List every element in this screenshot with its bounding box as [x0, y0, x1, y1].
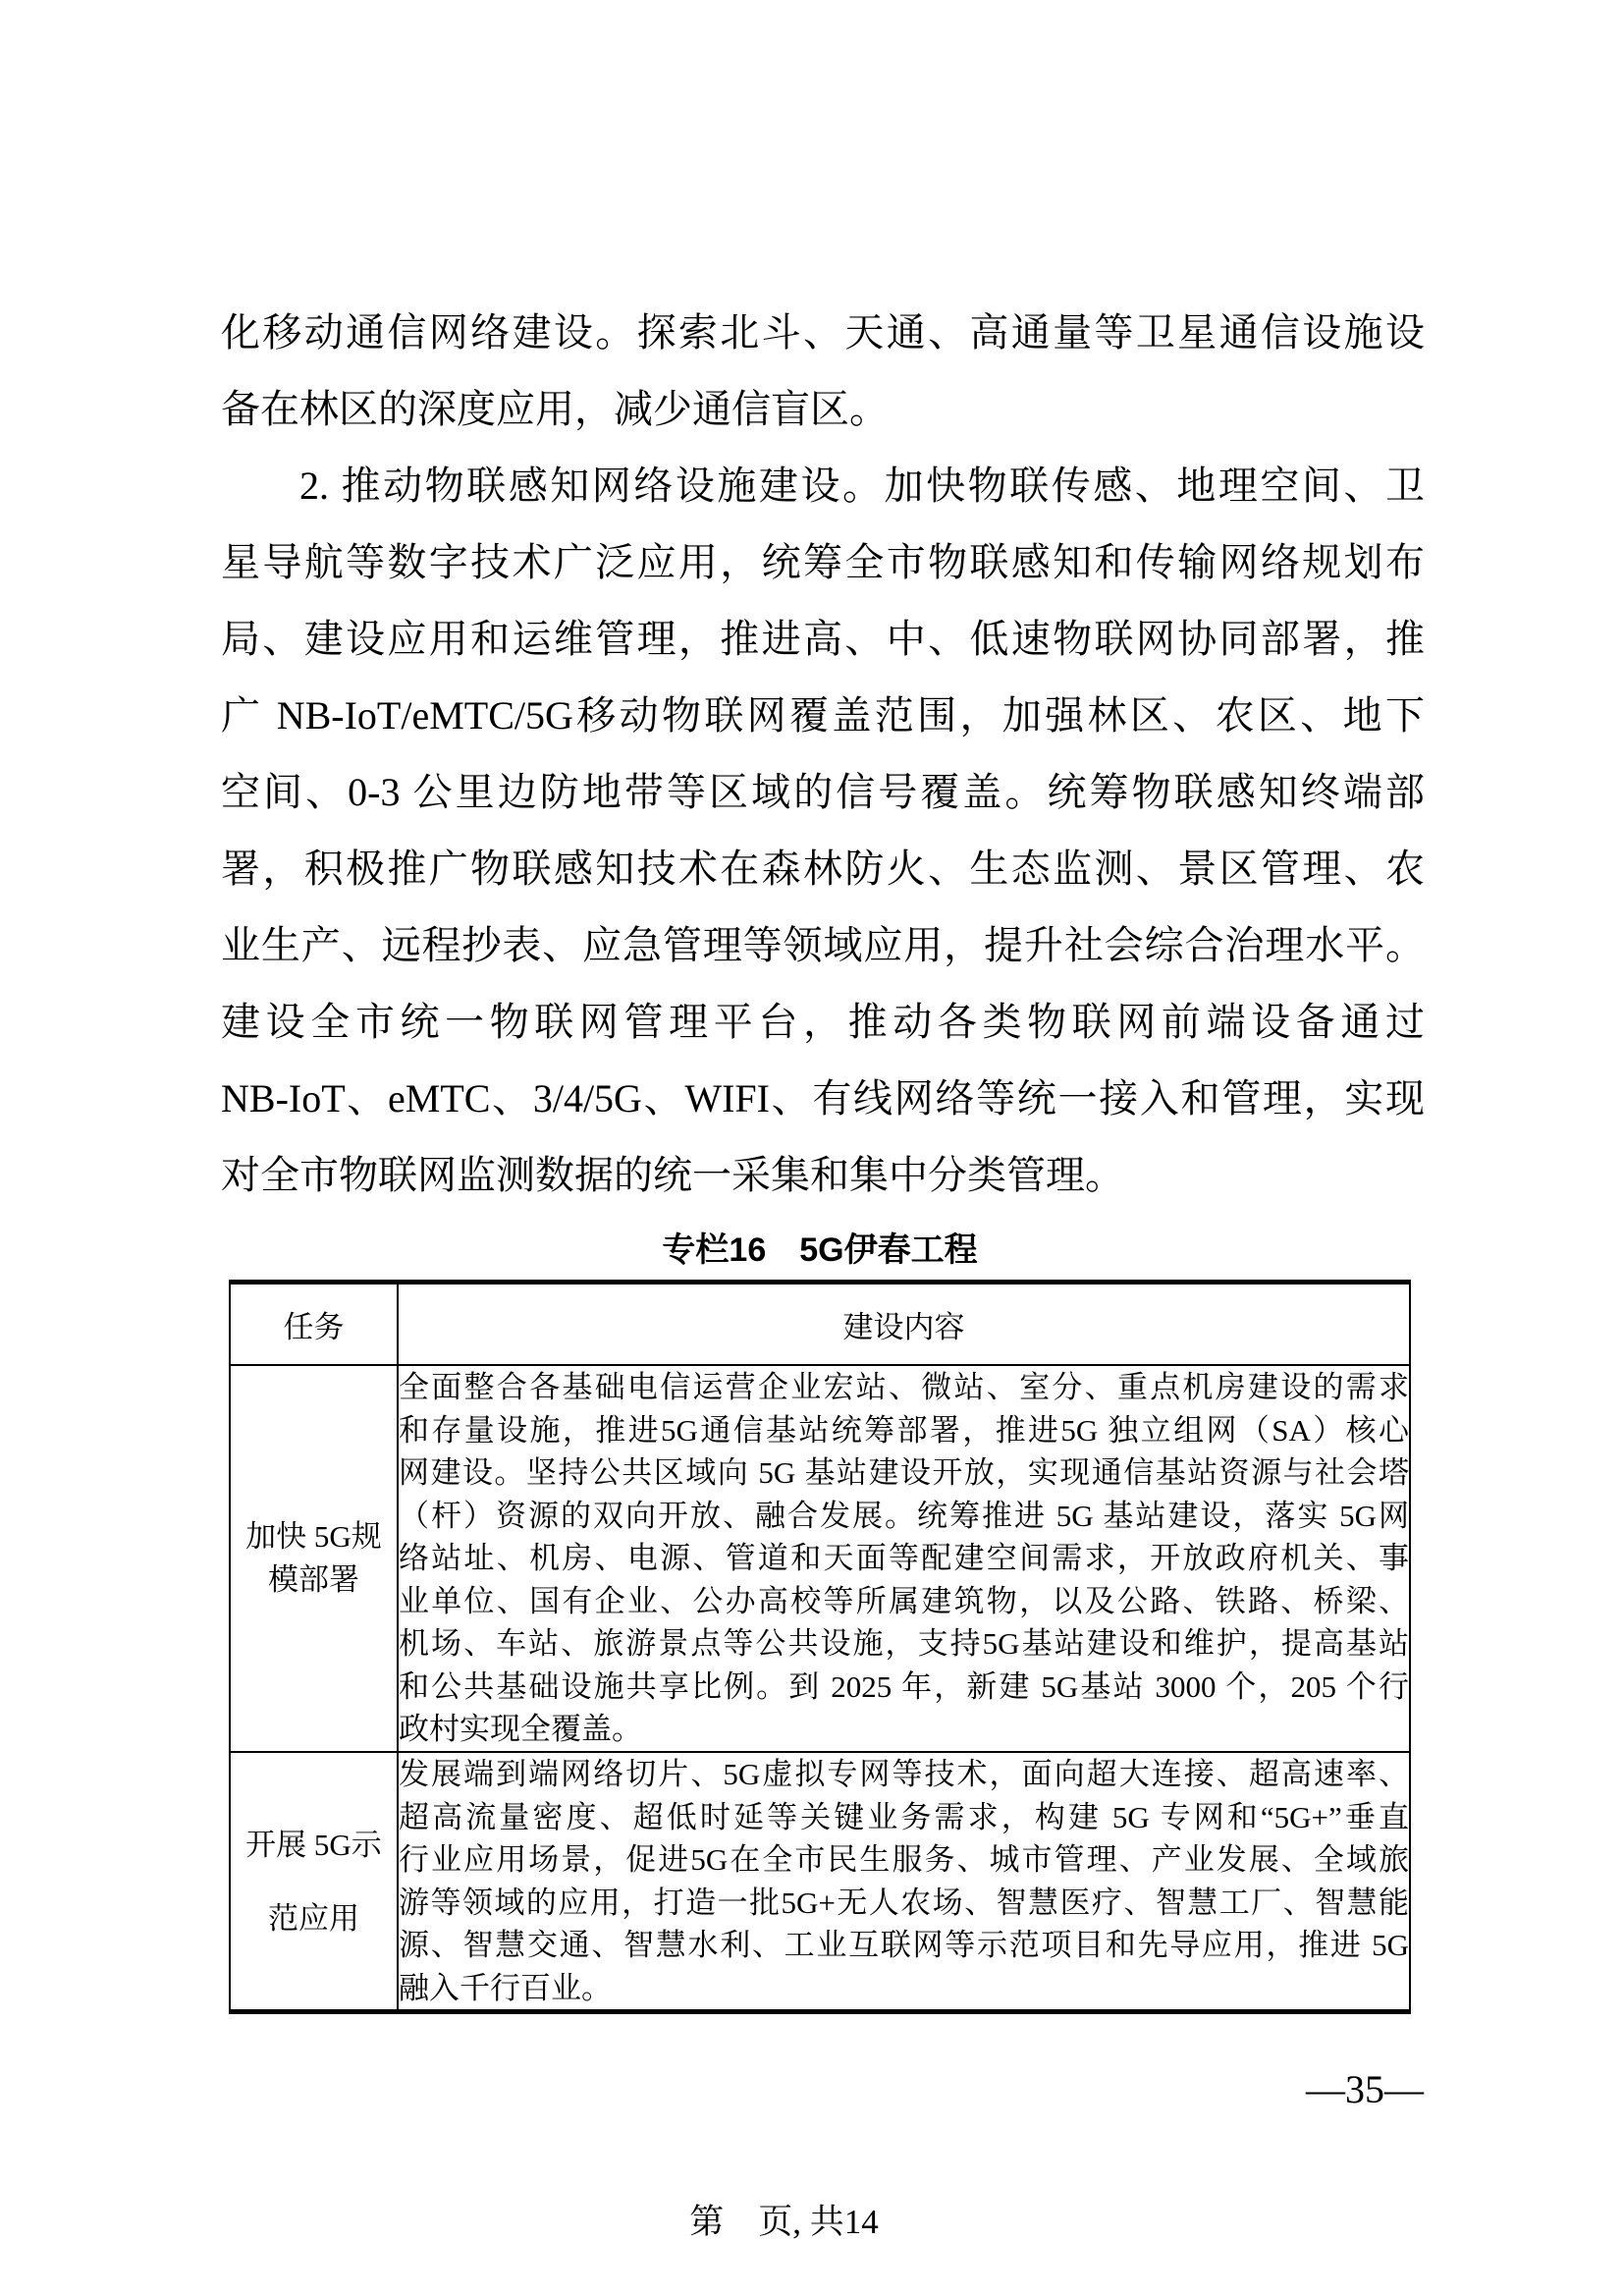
text-line: 广 NB-IoT/eMTC/5G移动物联网覆盖范围，加强林区、农区、地下 [221, 693, 1425, 738]
text-line: 对全市物联网监测数据的统一采集和集中分类管理。 [221, 1153, 1124, 1197]
text-line: 局、建设应用和运维管理，推进高、中、低速物联网协同部署，推 [221, 617, 1425, 661]
page-number: —35— [1306, 2067, 1424, 2111]
content-line: 源、智慧交通、智慧水利、工业互联网等示范项目和先导应用，推进 5G [399, 1928, 1409, 1962]
text-line: 2. 推动物联感知网络设施建设。加快物联传感、地理空间、卫 [299, 464, 1425, 508]
content-line: 超高流量密度、超低时延等关键业务需求，构建 5G 专网和“5G+”垂直 [399, 1799, 1409, 1834]
content-cell [398, 1752, 1410, 2012]
content-line: 和公共基础设施共享比例。到 2025 年，新建 5G基站 3000 个，205 个行 [399, 1668, 1409, 1704]
paragraph [221, 448, 1425, 1214]
content-line: 游等领域的应用，打造一批5G+无人农场、智慧医疗、智慧工厂、智慧能 [399, 1885, 1409, 1920]
table-row [230, 1752, 1410, 2012]
content-line: 和存量设施，推进5G通信基站统筹部署，推进5G 独立组网（SA）核心 [399, 1412, 1409, 1448]
content-line: 络站址、机房、电源、管道和天面等配建空间需求，开放政府机关、事 [399, 1541, 1409, 1575]
box-title: 专栏16 5G伊春工程 [662, 1231, 978, 1269]
content-line: 机场、车站、旅游景点等公共设施，支持5G基站建设和维护，提高基站 [399, 1626, 1409, 1661]
task-cell [230, 1365, 398, 1752]
body-text [221, 295, 1425, 1214]
task-label: 开展 5G示 [245, 1827, 382, 1862]
col-header-content: 建设内容 [398, 1283, 1410, 1366]
task-cell [230, 1752, 398, 2012]
task-label: 模部署 [268, 1562, 359, 1597]
paragraph [221, 295, 1425, 448]
footer-page-note: 第 页, 共14 [689, 2203, 879, 2241]
content-line: 网建设。坚持公共区域向 5G 基站建设开放，实现通信基站资源与社会塔 [399, 1455, 1409, 1490]
table-header-row [230, 1283, 1410, 1366]
text-line: 业生产、远程抄表、应急管理等领域应用，提升社会综合治理水平。 [221, 923, 1425, 967]
content-line: 发展端到端网络切片、5G虚拟专网等技术，面向超大连接、超高速率、 [399, 1757, 1409, 1791]
content-line: （杆）资源的双向开放、融合发展。统筹推进 5G 基站建设，落实 5G网 [399, 1498, 1409, 1533]
content-line: 业单位、国有企业、公办高校等所属建筑物，以及公路、铁路、桥梁、 [399, 1583, 1409, 1618]
content-cell [398, 1365, 1410, 1752]
col-header-task: 任务 [230, 1283, 398, 1366]
text-line: 星导航等数字技术广泛应用，统筹全市物联感知和传输网络规划布 [221, 540, 1425, 584]
content-line: 融入千行百业。 [399, 1970, 612, 2005]
text-line: NB-IoT、eMTC、3/4/5G、WIFI、有线网络等统一接入和管理，实现 [221, 1076, 1425, 1121]
text-line: 建设全市统一物联网管理平台，推动各类物联网前端设备通过 [221, 1000, 1425, 1044]
table-row [230, 1365, 1410, 1752]
content-line: 行业应用场景，促进5G在全市民生服务、城市管理、产业发展、全域旅 [399, 1842, 1409, 1877]
task-label: 加快 5G规 [245, 1519, 382, 1554]
text-line: 化移动通信网络建设。探索北斗、天通、高通量等卫星通信设施设 [221, 310, 1425, 355]
text-line: 空间、0-3 公里边防地带等区域的信号覆盖。统筹物联感知终端部 [221, 770, 1425, 814]
content-line: 政村实现全覆盖。 [399, 1712, 642, 1746]
text-line: 署，积极推广物联感知技术在森林防火、生态监测、景区管理、农 [221, 847, 1425, 891]
text-line: 备在林区的深度应用，减少通信盲区。 [221, 387, 889, 431]
task-label: 范应用 [268, 1900, 359, 1936]
content-line: 全面整合各基础电信运营企业宏站、微站、室分、重点机房建设的需求 [399, 1370, 1409, 1404]
box-table [229, 1280, 1411, 2014]
